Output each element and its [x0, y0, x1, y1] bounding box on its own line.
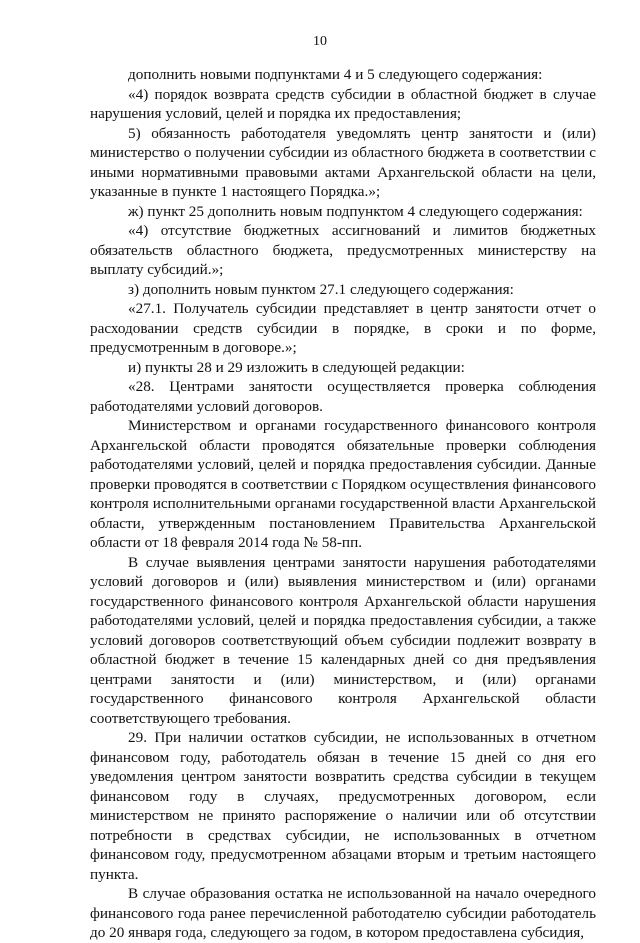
paragraph: «4) порядок возврата средств субсидии в областной бюджет в случае нарушения условий, целей и порядка их предоставления; [90, 85, 596, 122]
document-body [90, 65, 596, 943]
paragraph: дополнить новыми подпунктами 4 и 5 следующего содержания: [128, 66, 543, 83]
paragraph: «28. Центрами занятости осуществляется проверка соблюдения работодателями условий договоров. [90, 378, 596, 415]
paragraph: В случае образования остатка не использованной на начало очередного финансового года ранее перечисленной работодателю субсидии работодатель до 20 января года, следующего за годом, в котором предоставлена субсидия, [90, 885, 596, 941]
page-number: 10 [313, 34, 327, 49]
paragraph: «27.1. Получатель субсидии представляет в центр занятости отчет о расходовании средств субсидии в порядке, в сроки и по форме, предусмотренным в договоре.»; [90, 300, 596, 356]
paragraph: Министерством и органами государственного финансового контроля Архангельской области проводятся обязательные проверки соблюдения работодателями условий, целей и порядка предоставления субсидии. Данные проверки проводятся в соответствии с Порядком осуществления финансового контроля исполнительными органами государственной власти Архангельской области, утвержденным постановлением Правительства Архангельской области от 18 февраля 2014 года № 58-пп. [90, 417, 596, 551]
paragraph: и) пункты 28 и 29 изложить в следующей редакции: [128, 358, 465, 376]
paragraph: 5) обязанность работодателя уведомлять центр занятости и (или) министерство о получении субсидии из областного бюджета в соответствии с иными нормативными правовыми актами Архангельской области на цели, указанные в пункте 1 настоящего Порядка.»; [90, 124, 596, 200]
paragraph: ж) пункт 25 дополнить новым подпунктом 4 следующего содержания: [128, 202, 583, 220]
paragraph: 29. При наличии остатков субсидии, не использованных в отчетном финансовом году, работодатель обязан в течение 15 дней со дня его уведомления центром занятости возвратить средства субсидии в текущем финансовом году в случаях, предусмотренных договором, если министерством не принято распоряжение о наличии или об отсутствии потребности в средствах субсидии, не использованных в отчетном финансовом году, предусмотренном абзацами вторым и третьим настоящего пункта. [90, 729, 596, 883]
paragraph: «4) отсутствие бюджетных ассигнований и лимитов бюджетных обязательств областного бюджета, предусмотренных министерству на выплату субсидий.»; [90, 222, 596, 278]
paragraph: з) дополнить новым пунктом 27.1 следующего содержания: [128, 280, 514, 298]
paragraph: В случае выявления центрами занятости нарушения работодателями условий договоров и (или) выявления министерством и (или) органами государственного финансового контроля Архангельской области нарушения работодателями условий, целей и порядка предоставления субсидии, а также условий договоров соответствующий объем субсидии подлежит возврату в областной бюджет в течение 15 календарных дней со дня предъявления центрами занятости и (или) министерством, и (или) органами государственного финансового контроля Архангельской области соответствующего требования. [90, 553, 596, 727]
